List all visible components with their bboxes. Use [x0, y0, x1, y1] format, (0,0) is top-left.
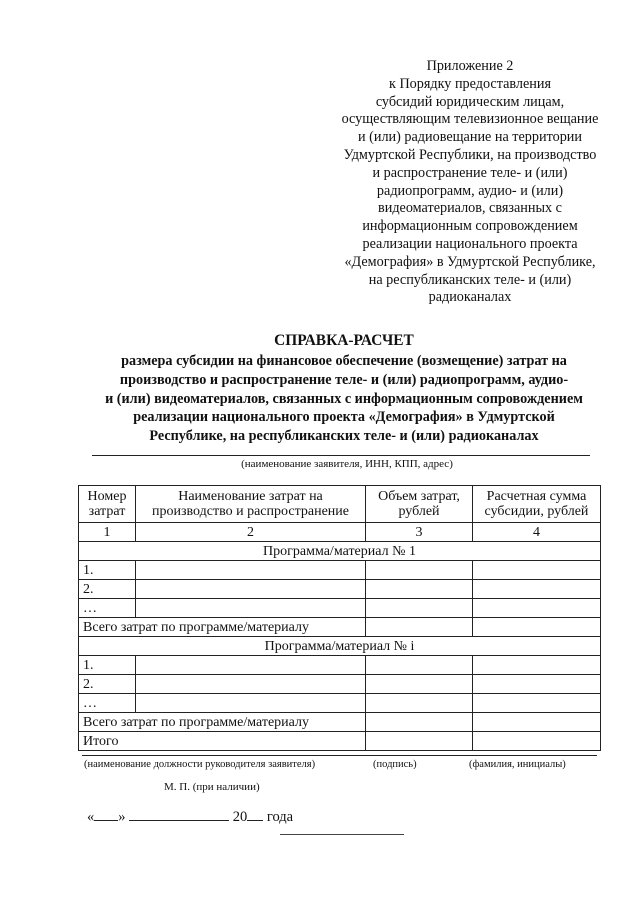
subsidy-amount-cell[interactable] [473, 732, 601, 751]
signature-fill-line[interactable] [82, 755, 597, 756]
appendix-line: и (или) радиовещание на территории [358, 129, 582, 146]
header-text: затрат [88, 504, 126, 519]
subsidy-amount-cell[interactable] [473, 618, 601, 637]
cost-amount-cell[interactable] [366, 694, 473, 713]
program-total-label: Всего затрат по программе/материалу [79, 618, 366, 637]
appendix-line: осуществляющим телевизионное вещание [341, 111, 599, 128]
appendix-line: и распространение теле- и (или) [372, 164, 568, 181]
program-total-label: Всего затрат по программе/материалу [79, 713, 366, 732]
cost-name-cell[interactable] [136, 656, 366, 675]
column-number-row [79, 523, 601, 542]
subsidy-amount-cell[interactable] [473, 580, 601, 599]
appendix-line: субсидий юридическим лицам, [375, 93, 565, 110]
date-century: 20 [232, 809, 248, 825]
date-open-quote: « [87, 809, 95, 825]
subtitle-line: размера субсидии на финансовое обеспечение (возмещение) затрат на [121, 353, 567, 369]
date-line [87, 806, 293, 826]
cost-name-cell[interactable] [136, 694, 366, 713]
row-label: … [79, 694, 136, 713]
cost-amount-cell[interactable] [366, 732, 473, 751]
header-number [79, 486, 136, 523]
row-label: 2. [79, 675, 136, 694]
program-i-row [79, 637, 601, 656]
appendix-line: «Демография» в Удмуртской Республике, [344, 253, 596, 270]
appendix-line: на республиканских теле- и (или) [368, 271, 572, 288]
subsidy-amount-cell[interactable] [473, 656, 601, 675]
cost-amount-cell[interactable] [366, 561, 473, 580]
document-title: СПРАВКА-РАСЧЕТ [274, 332, 414, 349]
header-text: Наименование затрат на [178, 489, 323, 504]
table-row [79, 656, 601, 675]
cost-name-cell[interactable] [136, 561, 366, 580]
document-subtitle [58, 352, 630, 446]
grand-total-row [79, 732, 601, 751]
column-number: 1 [79, 523, 136, 542]
row-label: 1. [79, 561, 136, 580]
header-text: Объем затрат, [378, 489, 460, 504]
subsidy-amount-cell[interactable] [473, 713, 601, 732]
appendix-line: Удмуртской Республики, на производство [343, 146, 597, 163]
bottom-rule [280, 834, 404, 835]
header-text: субсидии, рублей [484, 504, 589, 519]
header-text: производство и распространение [152, 504, 349, 519]
column-number: 2 [136, 523, 366, 542]
cost-amount-cell[interactable] [366, 656, 473, 675]
table-row [79, 580, 601, 599]
appendix-line: Приложение 2 [426, 58, 514, 74]
cost-name-cell[interactable] [136, 675, 366, 694]
appendix-line: реализации национального проекта [362, 235, 578, 252]
appendix-line: к Порядку предоставления [389, 75, 551, 92]
row-label: 1. [79, 656, 136, 675]
cost-amount-cell[interactable] [366, 580, 473, 599]
month-blank[interactable] [129, 806, 229, 821]
table-row [79, 694, 601, 713]
appendix-header [322, 58, 618, 307]
cost-amount-cell[interactable] [366, 618, 473, 637]
position-caption: (наименование должности руководителя заявителя) [84, 759, 316, 770]
header-text: рублей [398, 504, 440, 519]
table-header-row [79, 486, 601, 523]
program-total-row [79, 713, 601, 732]
row-label: 2. [79, 580, 136, 599]
header-subsidy-amount [473, 486, 601, 523]
program-1-row [79, 542, 601, 561]
program-1-title: Программа/материал № 1 [79, 542, 601, 561]
day-blank[interactable] [94, 806, 118, 821]
subsidy-amount-cell[interactable] [473, 561, 601, 580]
table-row [79, 561, 601, 580]
applicant-fill-line[interactable] [92, 455, 590, 456]
program-total-row [79, 618, 601, 637]
date-close-quote: » [118, 809, 126, 825]
subsidy-amount-cell[interactable] [473, 599, 601, 618]
year-blank[interactable] [247, 806, 263, 821]
subtitle-line: и (или) видеоматериалов, связанных с информационным сопровождением [105, 390, 583, 407]
table-row [79, 599, 601, 618]
grand-total-label: Итого [79, 732, 366, 751]
appendix-line: информационным сопровождением [362, 218, 578, 235]
header-cost-amount [366, 486, 473, 523]
signature-caption: (подпись) [373, 759, 417, 770]
cost-amount-cell[interactable] [366, 675, 473, 694]
table-row [79, 675, 601, 694]
header-text: Номер [87, 489, 127, 504]
header-text: Расчетная сумма [486, 489, 587, 504]
appendix-line: видеоматериалов, связанных с [378, 200, 562, 217]
column-number: 3 [366, 523, 473, 542]
row-label: … [79, 599, 136, 618]
appendix-line: радиоканалах [428, 289, 512, 306]
name-caption: (фамилия, инициалы) [469, 759, 566, 770]
column-number: 4 [473, 523, 601, 542]
date-year-word: года [266, 809, 294, 825]
cost-name-cell[interactable] [136, 580, 366, 599]
stamp-note: М. П. (при наличии) [164, 781, 260, 793]
appendix-line: радиопрограмм, аудио- и (или) [376, 182, 564, 199]
applicant-caption: (наименование заявителя, ИНН, КПП, адрес) [241, 458, 453, 470]
subsidy-amount-cell[interactable] [473, 694, 601, 713]
cost-amount-cell[interactable] [366, 599, 473, 618]
subsidy-amount-cell[interactable] [473, 675, 601, 694]
header-cost-name [136, 486, 366, 523]
subtitle-line: производство и распространение теле- и (или) радиопрограмм, аудио- [119, 371, 569, 388]
cost-amount-cell[interactable] [366, 713, 473, 732]
subtitle-line: реализации национального проекта «Демография» в Удмуртской [133, 409, 555, 426]
program-i-title: Программа/материал № i [79, 637, 601, 656]
cost-name-cell[interactable] [136, 599, 366, 618]
subtitle-line: Республике, на республиканских теле- и (или) радиоканалах [149, 428, 539, 445]
calculation-table [78, 485, 601, 751]
